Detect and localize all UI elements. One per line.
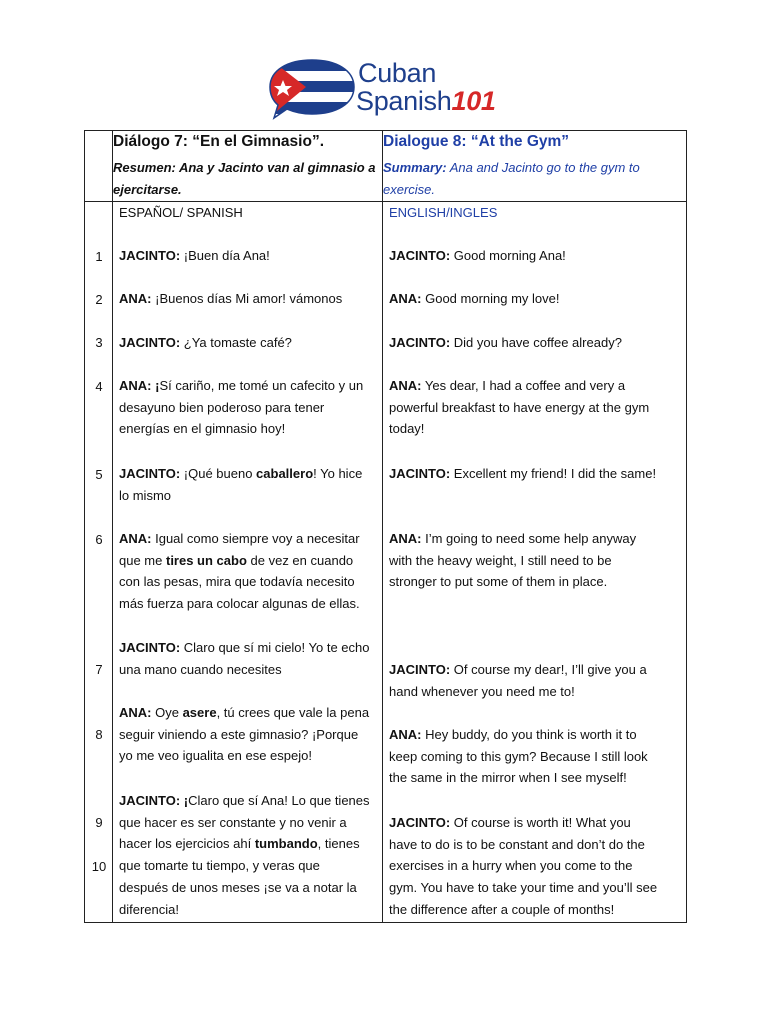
spanish-text: lo mismo bbox=[119, 487, 172, 503]
spanish-text: una mano cuando necesites bbox=[119, 661, 282, 677]
english-title: Dialogue 8: “At the Gym” bbox=[383, 133, 570, 150]
english-header-cell bbox=[383, 131, 687, 202]
english-summary-text: Ana and Jacinto go to the gym to exercise. bbox=[383, 160, 640, 197]
speaker-name: JACINTO: bbox=[119, 640, 181, 655]
spanish-dialogue-cell bbox=[113, 202, 383, 923]
english-line-3 bbox=[389, 332, 622, 354]
spanish-text: ! Yo hice bbox=[313, 466, 363, 481]
english-text: keep coming to this gym? Because I still look bbox=[389, 748, 648, 764]
english-text: Did you have coffee already? bbox=[450, 335, 622, 350]
logo-word-spanish bbox=[356, 86, 496, 117]
spanish-line-3 bbox=[119, 332, 292, 354]
speaker-name: ANA: bbox=[389, 531, 422, 546]
cuban-flag-speech-bubble-icon bbox=[266, 56, 358, 120]
spanish-line-4 bbox=[119, 375, 363, 440]
speaker-name: ANA: bbox=[389, 727, 422, 742]
logo-101-text: 101 bbox=[451, 86, 496, 116]
speaker-name: ANA: bbox=[389, 378, 422, 393]
english-line-1 bbox=[389, 245, 566, 267]
spanish-text: que hacer es ser constante y no venir a bbox=[119, 814, 347, 830]
speaker-name: ANA: bbox=[389, 291, 422, 306]
line-number: 2 bbox=[95, 292, 103, 307]
english-text: gym. You have to take your time and you’ll see bbox=[389, 880, 658, 896]
english-text: Yes dear, I had a coffee and very a bbox=[421, 378, 626, 393]
speaker-name: JACINTO: bbox=[389, 466, 451, 481]
spanish-text: que tomarte tu tiempo, y veras que bbox=[119, 858, 320, 874]
spanish-text: Igual como siempre voy a necesitar bbox=[151, 531, 360, 546]
spanish-text: Claro que sí mi cielo! Yo te echo bbox=[180, 640, 370, 655]
slang-term: asere bbox=[182, 705, 217, 720]
spanish-text: energías en el gimnasio hoy! bbox=[119, 421, 286, 437]
english-text: the difference after a couple of months! bbox=[389, 901, 615, 917]
spanish-text: seguir viniendo a este gimnasio? ¡Porque bbox=[119, 726, 359, 742]
spanish-text: de vez en cuando bbox=[246, 552, 354, 568]
logo-word-cuban: Cuban bbox=[358, 58, 437, 88]
spanish-text: hacer los ejercicios ahí bbox=[119, 836, 255, 852]
cuban-spanish-101-logo bbox=[266, 56, 506, 122]
spanish-text: ¿Ya tomaste café? bbox=[180, 335, 292, 350]
spanish-line-6 bbox=[119, 528, 360, 615]
spanish-line-1 bbox=[119, 245, 270, 267]
line-number: 4 bbox=[95, 379, 103, 394]
speaker-name: ANA: bbox=[119, 291, 152, 306]
spanish-column-label: ESPAÑOL/ SPANISH bbox=[119, 205, 243, 220]
english-summary-label: Summary: bbox=[383, 160, 447, 175]
english-text: today! bbox=[389, 421, 425, 437]
line-number: 9 bbox=[95, 815, 103, 830]
english-line-9 bbox=[389, 812, 657, 921]
english-text: Of course my dear!, I’ll give you a bbox=[450, 662, 647, 677]
spanish-text: después de unos meses ¡se va a notar la bbox=[119, 879, 357, 895]
dialogue-table bbox=[84, 130, 687, 923]
english-text: exercises in a hurry when you come to the bbox=[389, 858, 633, 874]
spanish-text: ¡Qué bueno bbox=[180, 466, 257, 481]
english-text: Good morning my love! bbox=[421, 291, 560, 306]
slang-term: tires un cabo bbox=[165, 552, 247, 568]
english-text: hand whenever you need me to! bbox=[389, 683, 575, 699]
logo-spanish-text: Spanish bbox=[356, 86, 452, 116]
speaker-name: ANA: bbox=[119, 705, 152, 720]
spanish-text: , tú crees que vale la pena bbox=[216, 705, 370, 720]
spanish-text: Claro que sí Ana! Lo que tienes bbox=[188, 793, 370, 808]
header-number-cell bbox=[85, 131, 113, 202]
english-text: have to do is to be constant and don’t do the bbox=[389, 836, 645, 852]
english-line-4 bbox=[389, 375, 649, 440]
english-text: Hey buddy, do you think is worth it to bbox=[421, 727, 637, 742]
spanish-line-9 bbox=[119, 790, 370, 920]
english-text: Of course is worth it! What you bbox=[450, 815, 631, 830]
line-number: 5 bbox=[95, 467, 103, 482]
spanish-text: diferencia! bbox=[119, 901, 179, 917]
line-number: 1 bbox=[95, 249, 103, 264]
table-body-row bbox=[85, 202, 687, 923]
english-line-8 bbox=[389, 724, 648, 789]
english-line-6 bbox=[389, 528, 636, 593]
english-text: Excellent my friend! I did the same! bbox=[450, 466, 657, 481]
speaker-name: ANA: ¡ bbox=[119, 378, 160, 393]
line-number: 10 bbox=[91, 859, 107, 874]
speaker-name: JACINTO: bbox=[389, 662, 451, 677]
spanish-title: Diálogo 7: “En el Gimnasio”. bbox=[113, 133, 325, 150]
english-line-5 bbox=[389, 463, 656, 485]
slang-term: tumbando bbox=[254, 836, 318, 852]
spanish-text: que me bbox=[119, 552, 166, 568]
speaker-name: JACINTO: bbox=[389, 335, 451, 350]
spanish-summary: Resumen: Ana y Jacinto van al gimnasio a ejercitarse. bbox=[113, 160, 376, 197]
english-summary bbox=[383, 157, 686, 201]
spanish-text: ¡Buenos días Mi amor! vámonos bbox=[151, 291, 343, 306]
speaker-name: JACINTO: bbox=[119, 466, 181, 481]
english-dialogue-cell bbox=[383, 202, 687, 923]
spanish-text: Sí cariño, me tomé un cafecito y un bbox=[159, 378, 364, 393]
english-text: stronger to put some of them in place. bbox=[389, 574, 608, 590]
english-line-7 bbox=[389, 659, 647, 702]
spanish-text: , tienes bbox=[317, 836, 360, 852]
spanish-line-8 bbox=[119, 702, 369, 767]
slang-term: caballero bbox=[256, 466, 314, 481]
table-header-row bbox=[85, 131, 687, 202]
spanish-line-7 bbox=[119, 637, 370, 680]
speaker-name: JACINTO: bbox=[389, 815, 451, 830]
spanish-line-5 bbox=[119, 463, 362, 506]
spanish-text: Oye bbox=[151, 705, 183, 720]
spanish-text: desayuno bien poderoso para tener bbox=[119, 399, 325, 415]
spanish-text: yo me veo igualita en ese espejo! bbox=[119, 748, 312, 764]
english-column-label: ENGLISH/INGLES bbox=[389, 205, 498, 220]
spanish-header-cell bbox=[113, 131, 383, 202]
spanish-line-2 bbox=[119, 288, 342, 310]
english-line-2 bbox=[389, 288, 560, 310]
spanish-text: con las pesas, mira que todavía necesito bbox=[119, 574, 355, 590]
english-text: powerful breakfast to have energy at the gym bbox=[389, 399, 650, 415]
speaker-name: JACINTO: bbox=[119, 248, 181, 263]
line-number-cell bbox=[85, 202, 113, 923]
spanish-text: más fuerza para colocar algunas de ellas. bbox=[119, 596, 360, 612]
line-number: 7 bbox=[95, 662, 103, 677]
english-text: I’m going to need some help anyway bbox=[421, 531, 637, 546]
english-text: with the heavy weight, I still need to be bbox=[389, 552, 612, 568]
speaker-name: JACINTO: ¡ bbox=[119, 793, 189, 808]
speaker-name: JACINTO: bbox=[119, 335, 181, 350]
english-text: the same in the mirror when I see myself! bbox=[389, 770, 627, 786]
line-number: 3 bbox=[95, 335, 103, 350]
speaker-name: ANA: bbox=[119, 531, 152, 546]
english-text: Good morning Ana! bbox=[450, 248, 566, 263]
speaker-name: JACINTO: bbox=[389, 248, 451, 263]
spanish-text: ¡Buen día Ana! bbox=[180, 248, 270, 263]
line-number: 6 bbox=[95, 532, 103, 547]
line-number: 8 bbox=[95, 727, 103, 742]
